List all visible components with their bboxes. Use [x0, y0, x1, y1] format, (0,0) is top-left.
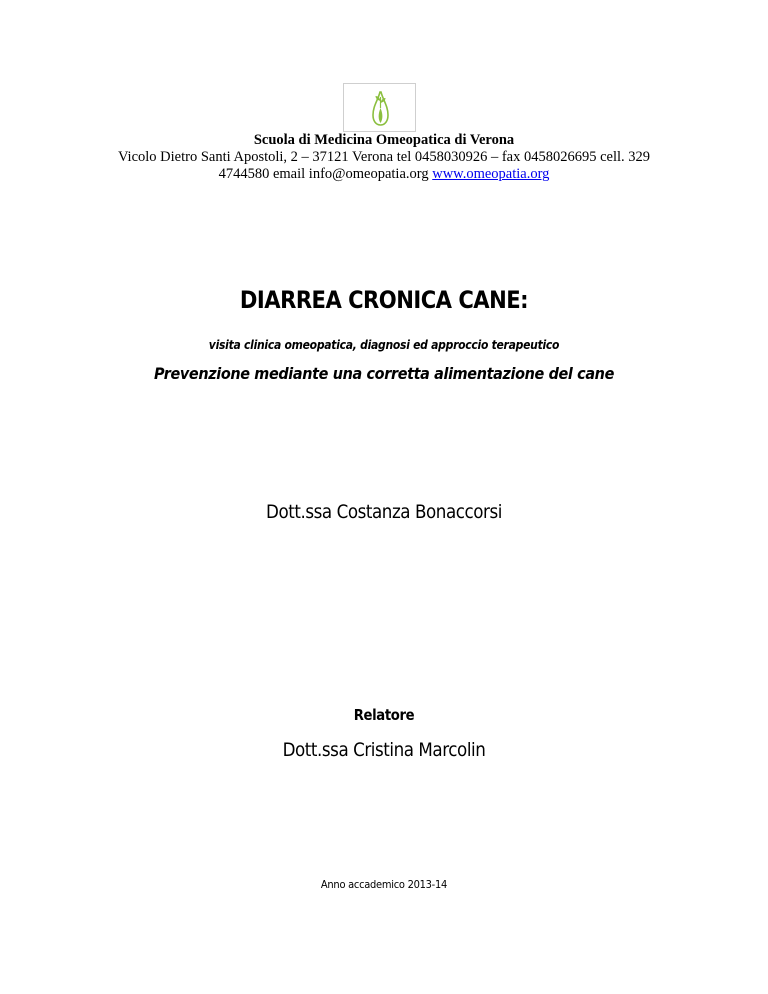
- supervisor-name: Dott.ssa Cristina Marcolin: [282, 739, 486, 761]
- drop-sprout-icon: [344, 84, 417, 133]
- academic-year: Anno accademico 2013-14: [320, 878, 448, 891]
- author-name: Dott.ssa Costanza Bonaccorsi: [266, 501, 502, 523]
- supervisor-label: Relatore: [353, 706, 415, 724]
- website-link[interactable]: www.omeopatia.org: [432, 166, 550, 182]
- school-address: Vicolo Dietro Santi Apostoli, 2 – 37121 Verona tel 0458030926 – fax 0458026695 cell. 329: [117, 149, 651, 165]
- school-name: Scuola di Medicina Omeopatica di Verona: [253, 132, 515, 148]
- document-subtitle-secondary: Prevenzione mediante una corretta alimentazione del cane: [153, 364, 614, 383]
- document-title: DIARREA CRONICA CANE:: [239, 286, 529, 314]
- document-subtitle: visita clinica omeopatica, diagnosi ed approccio terapeutico: [208, 338, 560, 352]
- school-contacts: [0, 166, 768, 183]
- school-logo: [343, 83, 416, 132]
- contacts-text: 4744580 email info@omeopatia.org: [218, 166, 433, 182]
